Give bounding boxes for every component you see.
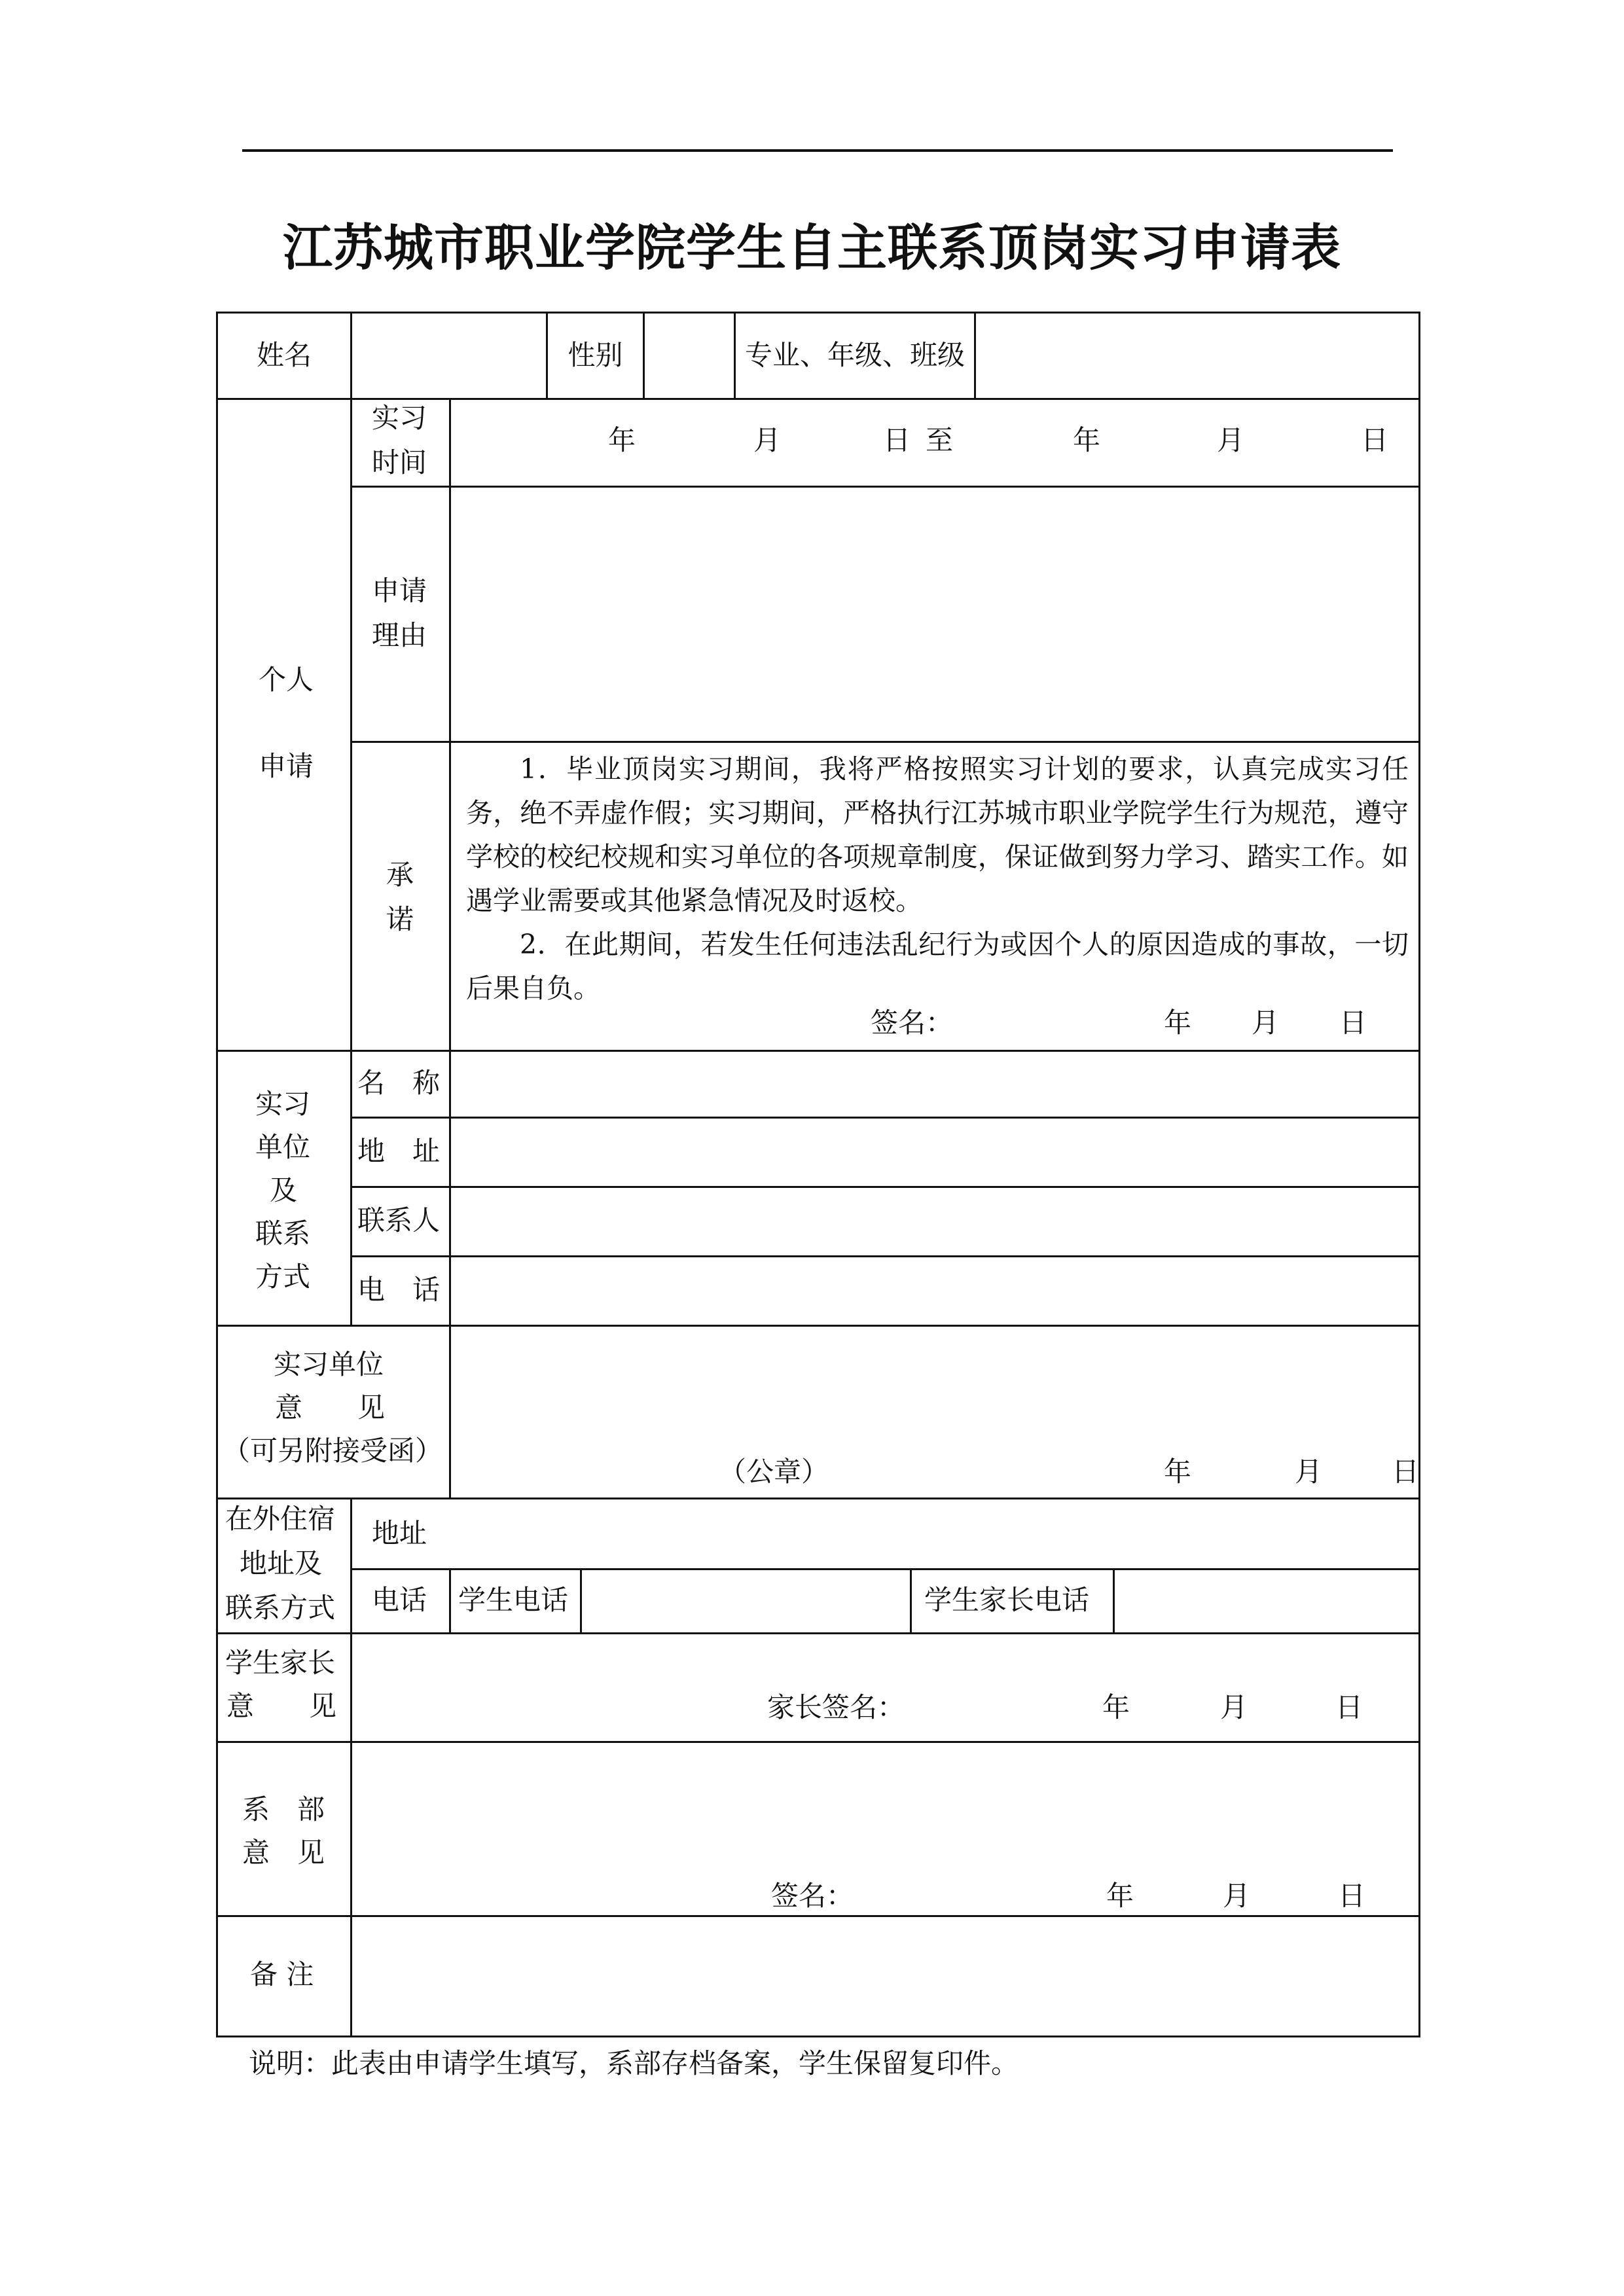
reason-field[interactable]: [451, 488, 1418, 741]
student-phone-label: 学生电话: [458, 1584, 569, 1616]
footer-note: 说明：此表由申请学生填写，系部存档备案，学生保留复印件。: [249, 2047, 1019, 2079]
unit-opinion-label-1: 实习单位: [274, 1348, 384, 1380]
parent-phone-label: 学生家长电话: [924, 1584, 1090, 1616]
promise-paragraph-2: 2．在此期间，若发生任何违法乱纪行为或因个人的原因造成的事故，一切后果自负。: [466, 929, 1409, 1004]
unit-phone-label: 电 话: [357, 1274, 441, 1306]
unit-name-label: 名 称: [357, 1067, 441, 1099]
date-to: 至: [926, 424, 954, 456]
date-year-end: 年: [1073, 424, 1101, 456]
unit-group-label-3: 及: [270, 1174, 298, 1206]
major-label: 专业、年级、班级: [744, 339, 965, 372]
dept-sign-year: 年: [1106, 1880, 1134, 1912]
parent-phone-field[interactable]: [1115, 1570, 1418, 1632]
unit-contact-label: 联系人: [357, 1204, 441, 1236]
promise-label-1: 承: [386, 859, 414, 891]
date-year-start: 年: [608, 424, 636, 456]
lodging-address-label: 地址: [372, 1517, 427, 1549]
dept-sign-day: 日: [1338, 1880, 1366, 1912]
unit-group-label-5: 方式: [255, 1261, 311, 1293]
date-month-end: 月: [1217, 424, 1245, 456]
promise-sign-year: 年: [1164, 1007, 1192, 1039]
promise-sign-label: 签名：: [871, 1007, 954, 1039]
unit-opinion-label-3: （可另附接受函）: [223, 1435, 443, 1467]
parent-opinion-label-2: 意 见: [226, 1690, 337, 1722]
gender-label: 性别: [568, 339, 623, 372]
lodging-phone-label: 电话: [372, 1584, 427, 1616]
parent-opinion-label-1: 学生家长: [225, 1647, 336, 1679]
dept-opinion-field[interactable]: [352, 1743, 1418, 1915]
personal-group-label-1: 个人: [259, 664, 314, 696]
promise-sign-day: 日: [1339, 1007, 1367, 1039]
unit-name-field[interactable]: [451, 1052, 1418, 1117]
parent-sign-day: 日: [1335, 1691, 1363, 1723]
dept-opinion-label-1: 系 部: [242, 1793, 325, 1825]
unit-opinion-field[interactable]: [451, 1327, 1418, 1458]
remark-field[interactable]: [352, 1917, 1418, 2036]
dept-opinion-label-2: 意 见: [242, 1837, 325, 1869]
unit-address-field[interactable]: [451, 1119, 1418, 1186]
unit-group-label-2: 单位: [255, 1131, 311, 1163]
date-day-start: 日: [883, 424, 911, 456]
lodging-group-label-1: 在外住宿: [225, 1503, 336, 1535]
dept-sign-month: 月: [1223, 1880, 1251, 1912]
unit-contact-field[interactable]: [451, 1188, 1418, 1255]
lodging-group-label-2: 地址及: [240, 1547, 323, 1579]
date-month-start: 月: [753, 424, 782, 456]
table-border-left: [216, 312, 218, 2037]
promise-sign-month: 月: [1252, 1007, 1280, 1039]
internship-time-label-2: 时间: [372, 446, 427, 478]
name-label: 姓名: [256, 339, 312, 372]
personal-group-label-2: 申请: [259, 750, 314, 782]
parent-sign-month: 月: [1220, 1691, 1248, 1723]
remark-label: 备 注: [250, 1958, 314, 1990]
unit-group-label-1: 实习: [255, 1088, 311, 1120]
date-day-end: 日: [1361, 424, 1389, 456]
table-border-right: [1418, 312, 1420, 2037]
reason-label-1: 申请: [372, 575, 427, 607]
gender-field[interactable]: [645, 314, 734, 398]
lodging-address-field[interactable]: [451, 1499, 1418, 1568]
name-field[interactable]: [352, 314, 546, 398]
internship-date-range[interactable]: [451, 400, 1418, 486]
reason-label-2: 理由: [372, 619, 427, 651]
unit-opinion-month: 月: [1295, 1456, 1323, 1488]
parent-sign-label: 家长签名：: [767, 1691, 905, 1723]
internship-time-label-1: 实习: [372, 402, 427, 434]
major-field[interactable]: [976, 314, 1418, 398]
dept-sign-label: 签名：: [771, 1880, 854, 1912]
unit-phone-field[interactable]: [451, 1257, 1418, 1325]
student-phone-field[interactable]: [582, 1570, 910, 1632]
promise-label-2: 诺: [386, 903, 414, 935]
lodging-group-label-3: 联系方式: [225, 1592, 336, 1624]
unit-address-label: 地 址: [357, 1135, 441, 1167]
unit-opinion-year: 年: [1164, 1456, 1192, 1488]
form-title: 江苏城市职业学院学生自主联系顶岗实习申请表: [283, 219, 1341, 277]
unit-group-label-4: 联系: [255, 1217, 311, 1249]
table-border-bottom: [216, 2036, 1420, 2037]
promise-paragraph-1: 1．毕业顶岗实习期间，我将严格按照实习计划的要求，认真完成实习任务，绝不弄虚作假；实习期间，严格执行江苏城市职业学院学生行为规范，遵守学校的校纪校规和实习单位的各项规章制度，保证做到努力学习、踏实工作。如遇学业需要或其他紧急情况及时返校。: [466, 753, 1409, 916]
unit-opinion-day: 日: [1392, 1456, 1420, 1488]
unit-opinion-label-2: 意 见: [275, 1391, 386, 1424]
unit-seal-label: （公章）: [719, 1456, 829, 1488]
parent-sign-year: 年: [1102, 1691, 1130, 1723]
header-rule: [242, 149, 1393, 152]
